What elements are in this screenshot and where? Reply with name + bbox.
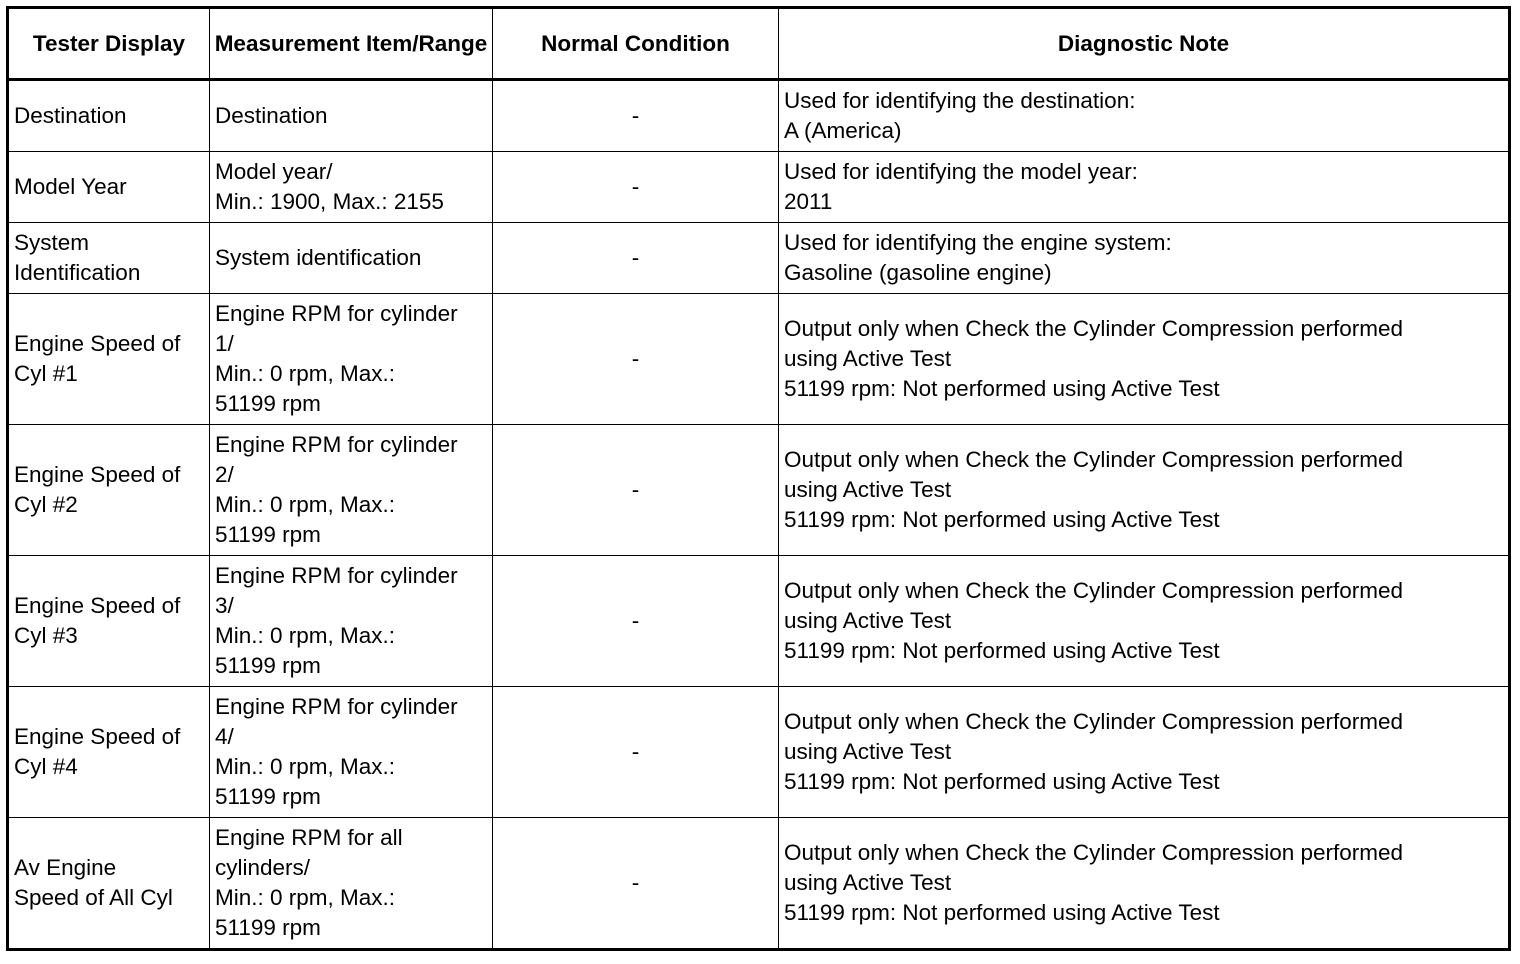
cell-line: Speed of All Cyl [14,885,173,910]
cell-line: Engine RPM for all [215,825,403,850]
cell-line: Min.: 0 rpm, Max.: [215,754,396,779]
cell-normal-condition: - [493,556,779,687]
cell-line: Engine RPM for cylinder [215,432,458,457]
cell-tester-display [8,80,210,152]
cell-line: Cyl #3 [14,623,78,648]
cell-tester-display [8,223,210,294]
cell-tester-display [8,687,210,818]
cell-line: Destination [215,103,328,128]
cell-line: Min.: 0 rpm, Max.: [215,492,396,517]
table-header [8,8,1510,80]
data-list-table [6,6,1511,951]
cell-normal-condition: - [493,152,779,223]
cell-line: 51199 rpm [215,522,321,547]
cell-line: System identification [215,245,422,270]
cell-measurement [210,687,493,818]
cell-line: 2/ [215,462,234,487]
cell-measurement [210,80,493,152]
cell-normal-condition: - [493,294,779,425]
cell-measurement [210,425,493,556]
cell-line: Model year/ [215,159,333,184]
cell-line: Min.: 0 rpm, Max.: [215,361,396,386]
cell-line: 51199 rpm: Not performed using Active Test [784,638,1220,663]
cell-line: Min.: 0 rpm, Max.: [215,885,396,910]
cell-line: 51199 rpm [215,653,321,678]
cell-diagnostic-note [779,687,1510,818]
table-row [8,818,1510,950]
header-measurement-line: Measurement [214,31,360,56]
cell-line: using Active Test [784,346,952,371]
cell-line: Used for identifying the engine system: [784,230,1172,255]
cell-diagnostic-note [779,294,1510,425]
cell-line: Identification [14,260,141,285]
cell-normal-condition: - [493,687,779,818]
cell-diagnostic-note [779,556,1510,687]
cell-diagnostic-note [779,223,1510,294]
cell-measurement [210,152,493,223]
cell-measurement [210,294,493,425]
table-body [8,80,1510,950]
cell-tester-display [8,425,210,556]
cell-line: Output only when Check the Cylinder Compression performed [784,709,1404,734]
cell-line: 51199 rpm [215,784,321,809]
cell-line: Cyl #4 [14,754,78,779]
cell-line: Used for identifying the model year: [784,159,1138,184]
cell-line: Engine Speed of [14,462,181,487]
cell-measurement [210,223,493,294]
header-row [8,8,1510,80]
cell-tester-display [8,556,210,687]
cell-line: Min.: 0 rpm, Max.: [215,623,396,648]
cell-line: using Active Test [784,477,952,502]
cell-line: 3/ [215,593,234,618]
cell-line: using Active Test [784,870,952,895]
cell-line: 51199 rpm: Not performed using Active Test [784,900,1220,925]
cell-line: 1/ [215,331,234,356]
cell-line: System [14,230,90,255]
cell-line: Engine RPM for cylinder [215,301,458,326]
cell-line: 51199 rpm: Not performed using Active Test [784,769,1220,794]
cell-tester-display [8,818,210,950]
cell-diagnostic-note [779,425,1510,556]
cell-line: 4/ [215,724,234,749]
table-row [8,223,1510,294]
cell-line: Used for identifying the destination: [784,88,1136,113]
cell-line: using Active Test [784,608,952,633]
cell-line: Engine Speed of [14,331,181,356]
cell-line: Engine RPM for cylinder [215,563,458,588]
header-tester-display: Tester Display [8,8,210,80]
cell-diagnostic-note [779,80,1510,152]
cell-measurement [210,556,493,687]
cell-line: Min.: 1900, Max.: 2155 [215,189,444,214]
cell-line: Output only when Check the Cylinder Compression performed [784,840,1404,865]
cell-normal-condition: - [493,80,779,152]
table-row [8,556,1510,687]
cell-line: 51199 rpm [215,391,321,416]
cell-line: Cyl #1 [14,361,78,386]
cell-line: Destination [14,103,127,128]
cell-line: 51199 rpm [215,915,321,940]
cell-line: 51199 rpm: Not performed using Active Test [784,376,1220,401]
cell-line: Output only when Check the Cylinder Compression performed [784,578,1404,603]
cell-line: 51199 rpm: Not performed using Active Test [784,507,1220,532]
cell-line: Model Year [14,174,127,199]
cell-tester-display [8,152,210,223]
table-row [8,152,1510,223]
cell-line: Av Engine [14,855,117,880]
cell-normal-condition: - [493,818,779,950]
header-measurement-item-range [210,8,493,80]
cell-line: Engine Speed of [14,593,181,618]
header-normal-condition: Normal Condition [493,8,779,80]
cell-normal-condition: - [493,223,779,294]
table-row [8,425,1510,556]
table-row [8,80,1510,152]
cell-line: Output only when Check the Cylinder Compression performed [784,316,1404,341]
cell-line: A (America) [784,118,902,143]
cell-tester-display [8,294,210,425]
cell-line: Gasoline (gasoline engine) [784,260,1052,285]
cell-diagnostic-note [779,818,1510,950]
cell-line: 2011 [784,189,833,214]
table-row [8,687,1510,818]
header-diagnostic-note: Diagnostic Note [779,8,1510,80]
cell-line: Cyl #2 [14,492,78,517]
cell-normal-condition: - [493,425,779,556]
cell-measurement [210,818,493,950]
cell-line: Engine Speed of [14,724,181,749]
cell-diagnostic-note [779,152,1510,223]
cell-line: cylinders/ [215,855,311,880]
cell-line: Output only when Check the Cylinder Compression performed [784,447,1404,472]
cell-line: Engine RPM for cylinder [215,694,458,719]
cell-line: using Active Test [784,739,952,764]
table-row [8,294,1510,425]
header-measurement-line: Item/Range [366,31,488,56]
